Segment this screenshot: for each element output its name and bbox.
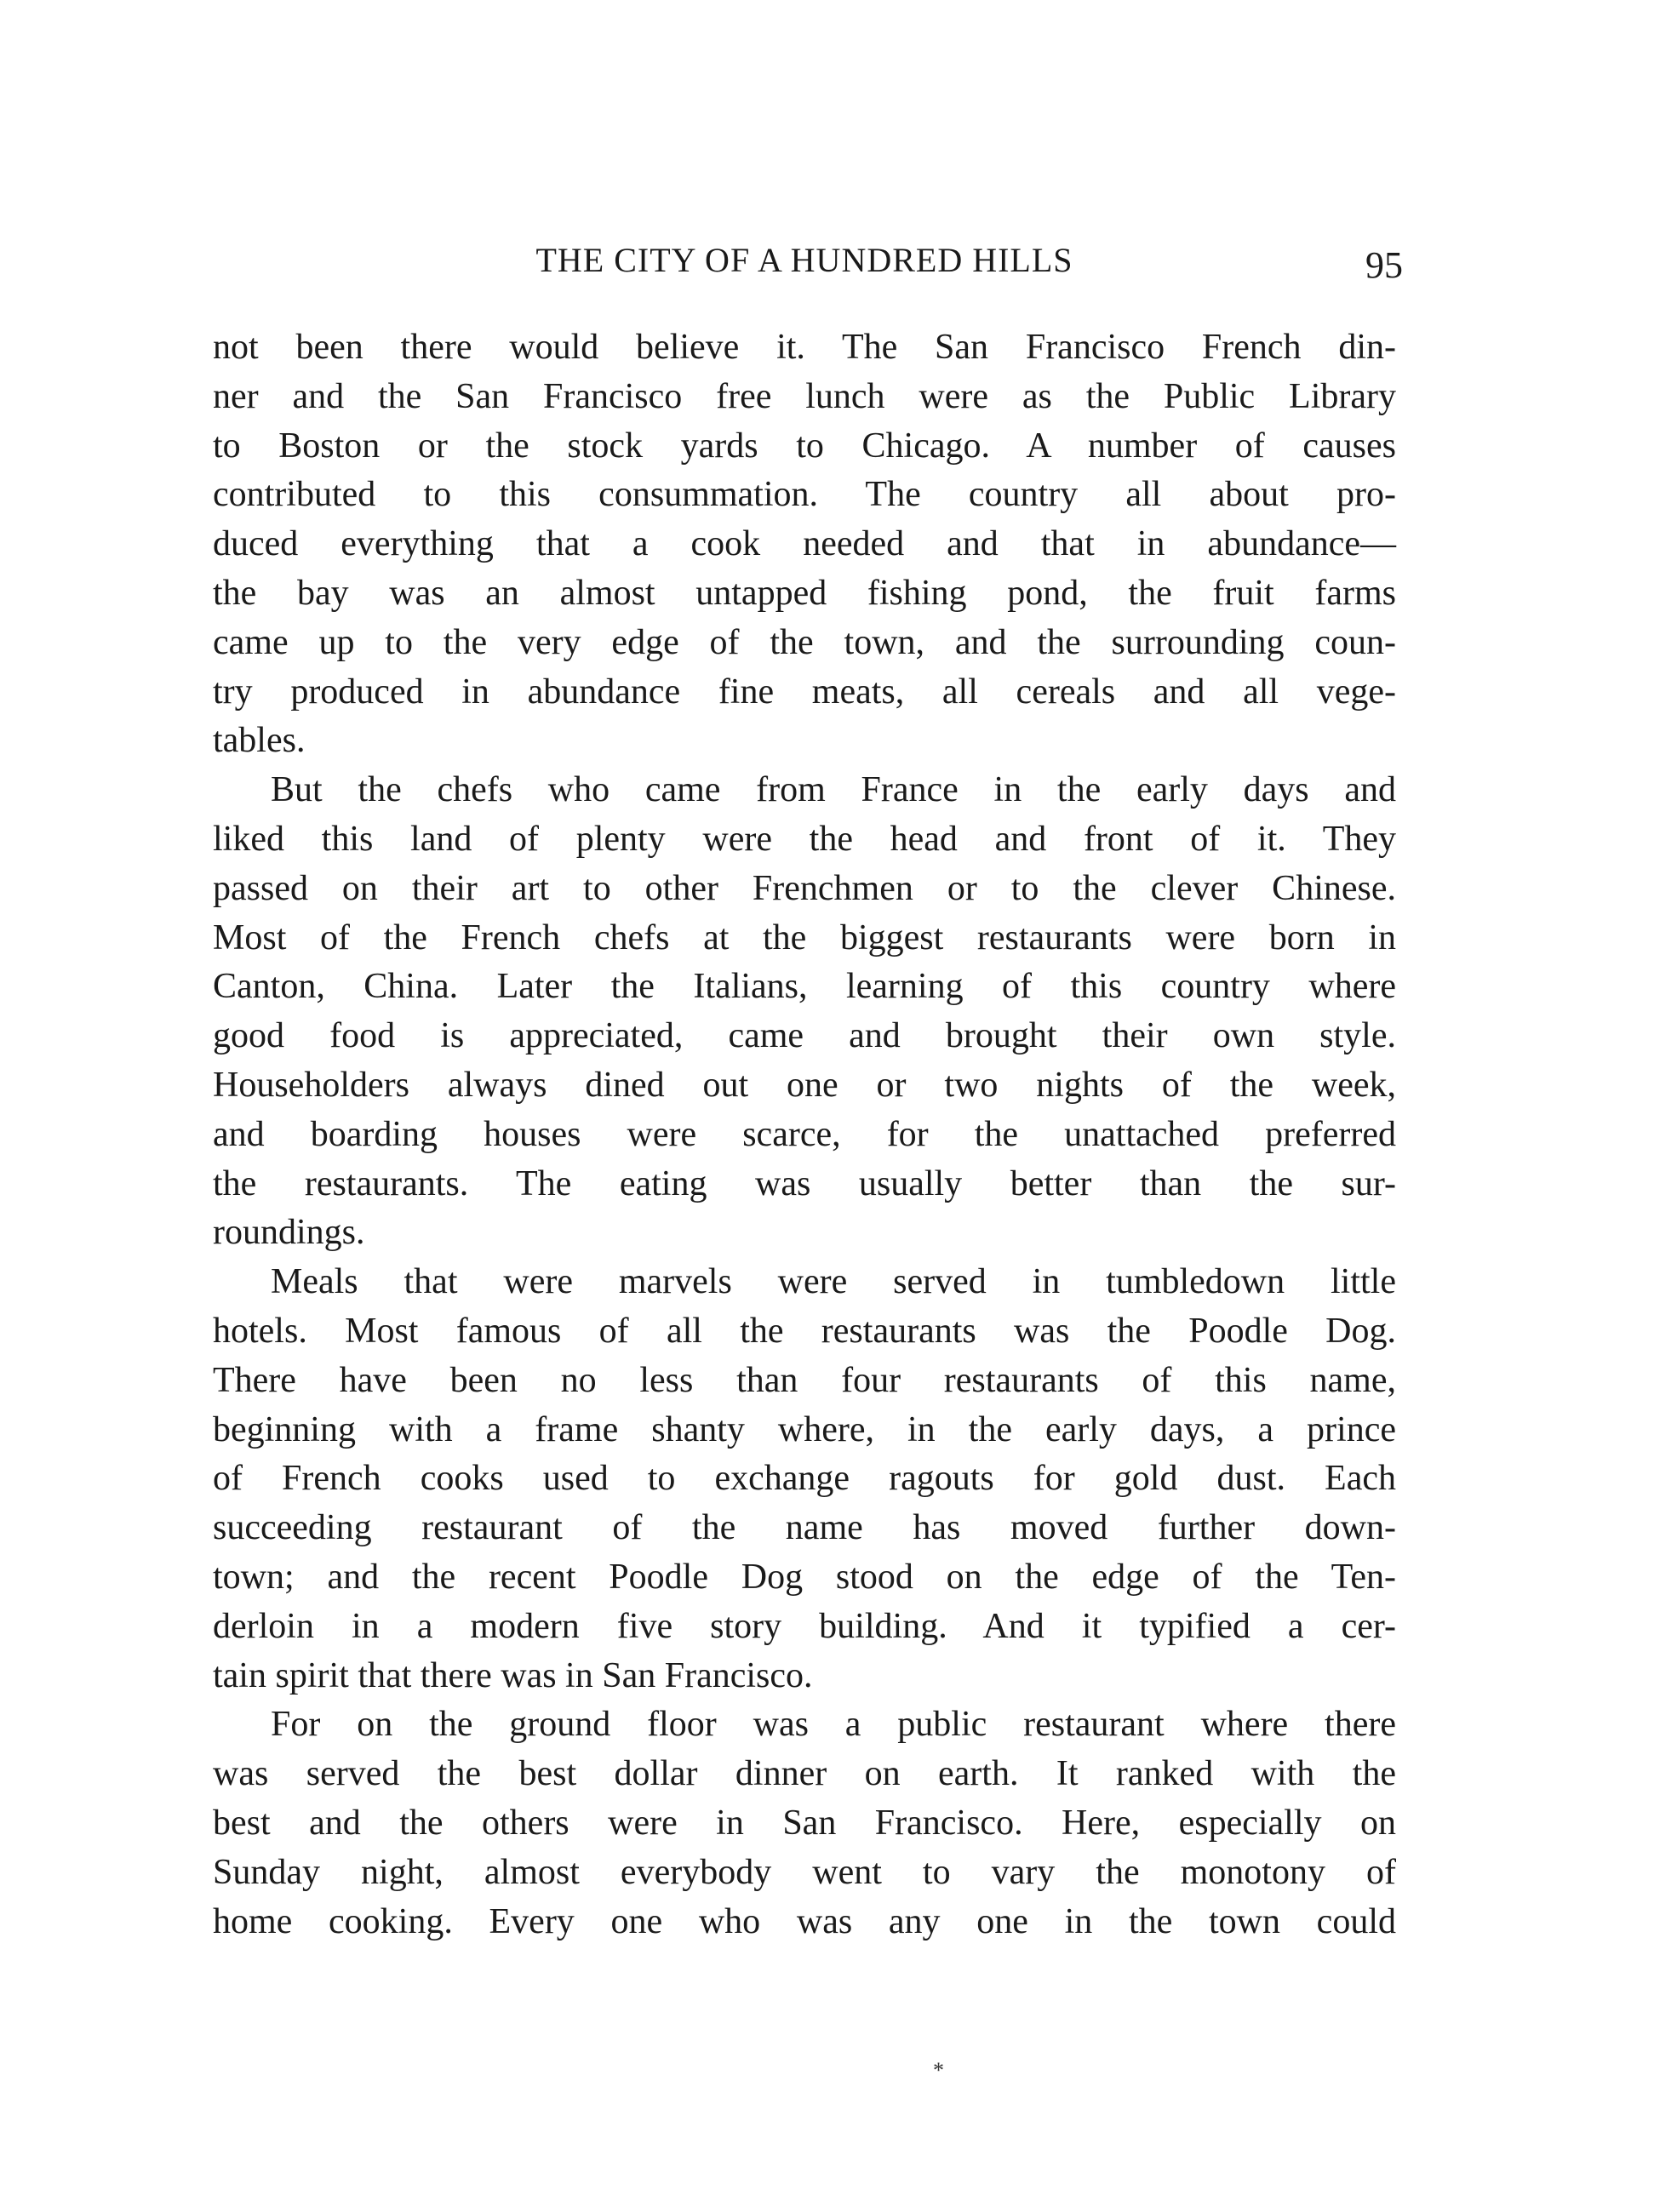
text-line: succeeding restaurant of the name has moved further down- [213,1508,1396,1548]
text-line: ner and the San Francisco free lunch were as the Public Library [213,376,1396,416]
text-line: tain spirit that there was in San Francisco. [213,1655,813,1695]
text-line: passed on their art to other Frenchmen or to the clever Chinese. [213,868,1396,908]
text-line: duced everything that a cook needed and that in abundance— [213,524,1396,564]
text-line: not been there would believe it. The San Francisco French din- [213,328,1396,367]
text-line: tables. [213,721,306,761]
text-line: try produced in abundance fine meats, all cereals and all vege- [213,672,1396,712]
text-line: home cooking. Every one who was any one in the town could [213,1901,1396,1941]
text-line: roundings. [213,1213,365,1253]
text-line: hotels. Most famous of all the restaurants was the Poodle Dog. [213,1311,1396,1351]
text-line: derloin in a modern five story building. And it typified a cer- [213,1606,1396,1646]
text-line: Sunday night, almost everybody went to vary the monotony of [213,1852,1396,1892]
text-line: to Boston or the stock yards to Chicago. A number of causes [213,426,1396,466]
text-line: came up to the very edge of the town, and the surrounding coun- [213,622,1396,662]
running-title: THE CITY OF A HUNDRED HILLS [535,241,1073,279]
text-line: the restaurants. The eating was usually better than the sur- [213,1163,1396,1203]
text-line: beginning with a frame shanty where, in the early days, a prince [213,1409,1396,1449]
text-line: Meals that were marvels were served in tumbledown little [271,1262,1396,1302]
text-line: was served the best dollar dinner on earth. It ranked with the [213,1754,1396,1794]
text-line: the bay was an almost untapped fishing pond, the fruit farms [213,573,1396,613]
text-line: of French cooks used to exchange ragouts for gold dust. Each [213,1459,1396,1499]
text-line: liked this land of plenty were the head and front of it. They [213,819,1396,859]
text-line: There have been no less than four restaurants of this name, [213,1360,1396,1400]
running-header [213,240,1403,288]
text-line: Most of the French chefs at the biggest restaurants were born in [213,917,1396,957]
text-line: good food is appreciated, came and brought their own style. [213,1016,1396,1056]
text-line: and boarding houses were scarce, for the unattached preferred [213,1114,1396,1154]
body-text [213,323,1396,1946]
text-line: Householders always dined out one or two nights of the week, [213,1065,1396,1105]
signature-mark: * [933,2058,944,2083]
text-line: town; and the recent Poodle Dog stood on the edge of the Ten- [213,1557,1396,1597]
text-line: contributed to this consummation. The country all about pro- [213,475,1396,515]
text-line: For on the ground floor was a public restaurant where there [271,1705,1396,1745]
page-number: 95 [1365,244,1403,286]
text-line: But the chefs who came from France in the early days and [271,770,1396,810]
text-line: best and the others were in San Francisco. Here, especially on [213,1803,1396,1843]
text-line: Canton, China. Later the Italians, learning of this country where [213,967,1396,1007]
